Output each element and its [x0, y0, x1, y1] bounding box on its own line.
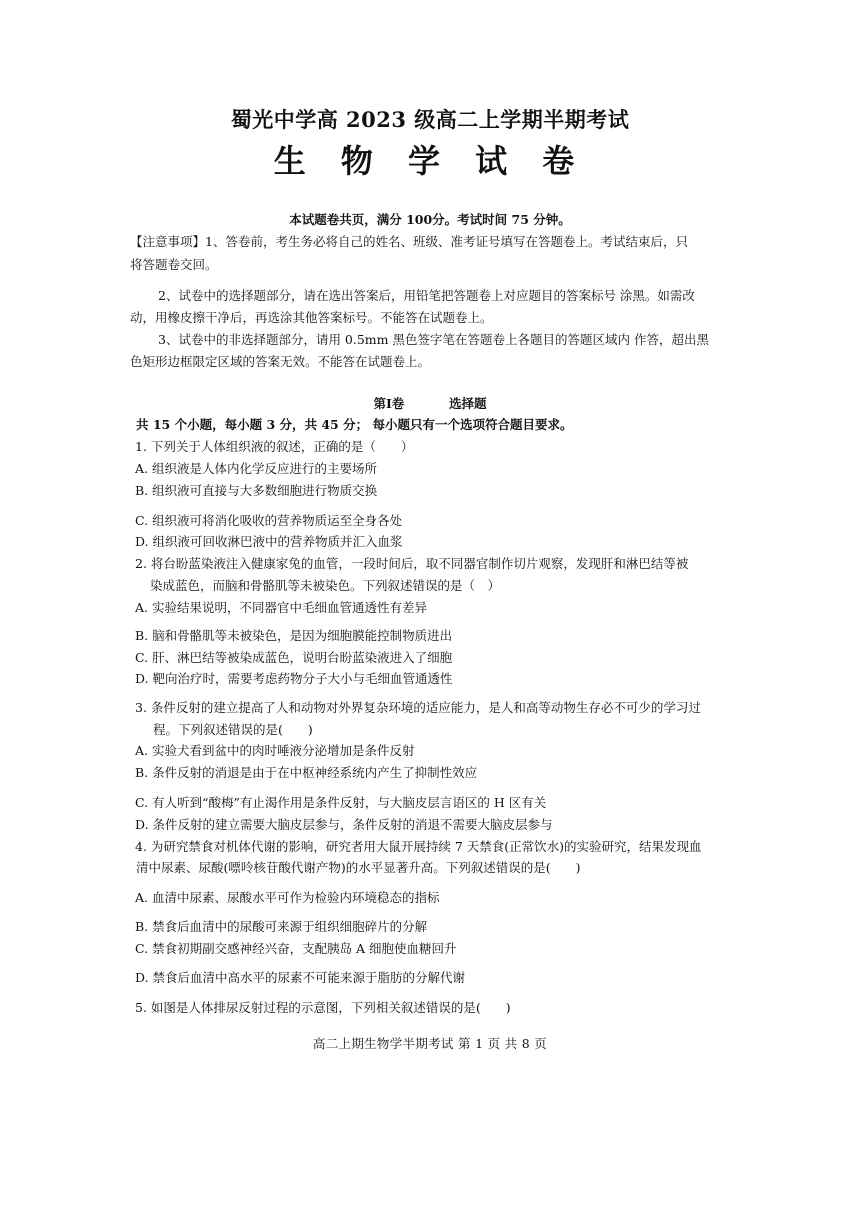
q3-stem-line-2: 程。下列叙述错误的是( ): [153, 722, 313, 737]
q2-stem-line-2: 染成蓝色，而脑和骨骼肌等未被染色。下列叙述错误的是（ ）: [150, 578, 501, 593]
q1-option-d: D. 组织液可回收淋巴液中的营养物质并汇入血浆: [135, 534, 403, 549]
subject-title: 生 物 学 试 卷: [273, 142, 587, 180]
note-2-line-2: 动，用橡皮擦干净后，再选涂其他答案标号。不能答在试题卷上。: [130, 310, 493, 325]
section-label: 第Ⅰ卷: [373, 396, 405, 411]
section-instruction: 共 15 个小题，每小题 3 分，共 45 分； 每小题只有一个选项符合题目要求。: [136, 417, 573, 432]
q4-stem-line-1: 4. 为研究禁食对机体代谢的影响，研究者用大鼠开展持续 7 天禁食(正常饮水)的实验研究，结果发现血: [135, 839, 702, 854]
q4-option-c: C. 禁食初期副交感神经兴奋，支配胰岛 A 细胞使血糖回升: [135, 941, 457, 956]
q5-stem: 5. 如图是人体排尿反射过程的示意图，下列相关叙述错误的是( ): [135, 1000, 511, 1015]
note-1-line-2: 将答题卷交回。: [130, 257, 218, 272]
q4-option-d: D. 禁食后血清中高水平的尿素不可能来源于脂肪的分解代谢: [135, 970, 466, 985]
exam-summary: 本试题卷共页，满分 100分。考试时间 75 分钟。: [289, 212, 571, 227]
q2-option-b: B. 脑和骨骼肌等未被染色，是因为细胞膜能控制物质进出: [135, 628, 453, 643]
q4-option-a: A. 血清中尿素、尿酸水平可作为检验内环境稳态的指标: [135, 890, 440, 905]
q2-stem-line-1: 2. 将台盼蓝染液注入健康家兔的血管，一段时间后，取不同器官制作切片观察，发现肝和淋巴结等被: [135, 556, 689, 571]
q3-option-b: B. 条件反射的消退是由于在中枢神经系统内产生了抑制性效应: [135, 765, 478, 780]
note-3-line-1: 3、试卷中的非选择题部分，请用 0.5mm 黑色签字笔在答题卷上各题目的答题区域内 作答，超出黑: [158, 332, 709, 347]
q1-option-b: B. 组织液可直接与大多数细胞进行物质交换: [135, 483, 378, 498]
q3-stem-line-1: 3. 条件反射的建立提高了人和动物对外界复杂环境的适应能力，是人和高等动物生存必不可少的学习过: [135, 700, 701, 715]
q3-option-c: C. 有人听到“酸梅”有止渴作用是条件反射，与大脑皮层言语区的 H 区有关: [135, 795, 547, 810]
section-heading: [0, 394, 860, 412]
note-2-line-1: 2、试卷中的选择题部分，请在选出答案后，用铅笔把答题卷上对应题目的答案标号 涂黑。如需改: [158, 288, 695, 303]
q3-option-a: A. 实验犬看到盆中的肉时唾液分泌增加是条件反射: [135, 743, 415, 758]
note-1-line-1: 【注意事项】1、答卷前，考生务必将自己的姓名、班级、准考证号填写在答题卷上。考试结束后，只: [130, 234, 688, 249]
q3-option-d: D. 条件反射的建立需要大脑皮层参与，条件反射的消退不需要大脑皮层参与: [135, 817, 553, 832]
section-name: 选择题: [449, 396, 487, 411]
q4-option-b: B. 禁食后血清中的尿酸可来源于组织细胞碎片的分解: [135, 919, 428, 934]
page-footer: 高二上期生物学半期考试 第 1 页 共 8 页: [312, 1036, 548, 1051]
q2-option-c: C. 肝、淋巴结等被染成蓝色，说明台盼蓝染液进入了细胞: [135, 650, 453, 665]
note-3-line-2: 色矩形边框限定区域的答案无效。不能答在试题卷上。: [130, 354, 431, 369]
q4-stem-line-2: 清中尿素、尿酸(嘌呤核苷酸代谢产物)的水平显著升高。下列叙述错误的是( ): [136, 860, 581, 875]
q2-option-a: A. 实验结果说明，不同器官中毛细血管通透性有差异: [135, 600, 427, 615]
exam-title: 蜀光中学高 2023 级高二上学期半期考试: [230, 107, 630, 132]
q1-option-a: A. 组织液是人体内化学反应进行的主要场所: [135, 461, 377, 476]
q1-option-c: C. 组织液可将消化吸收的营养物质运至全身各处: [135, 513, 403, 528]
q1-stem: 1. 下列关于人体组织液的叙述，正确的是（ ）: [135, 439, 414, 454]
q2-option-d: D. 靶向治疗时，需要考虑药物分子大小与毛细血管通透性: [135, 671, 453, 686]
